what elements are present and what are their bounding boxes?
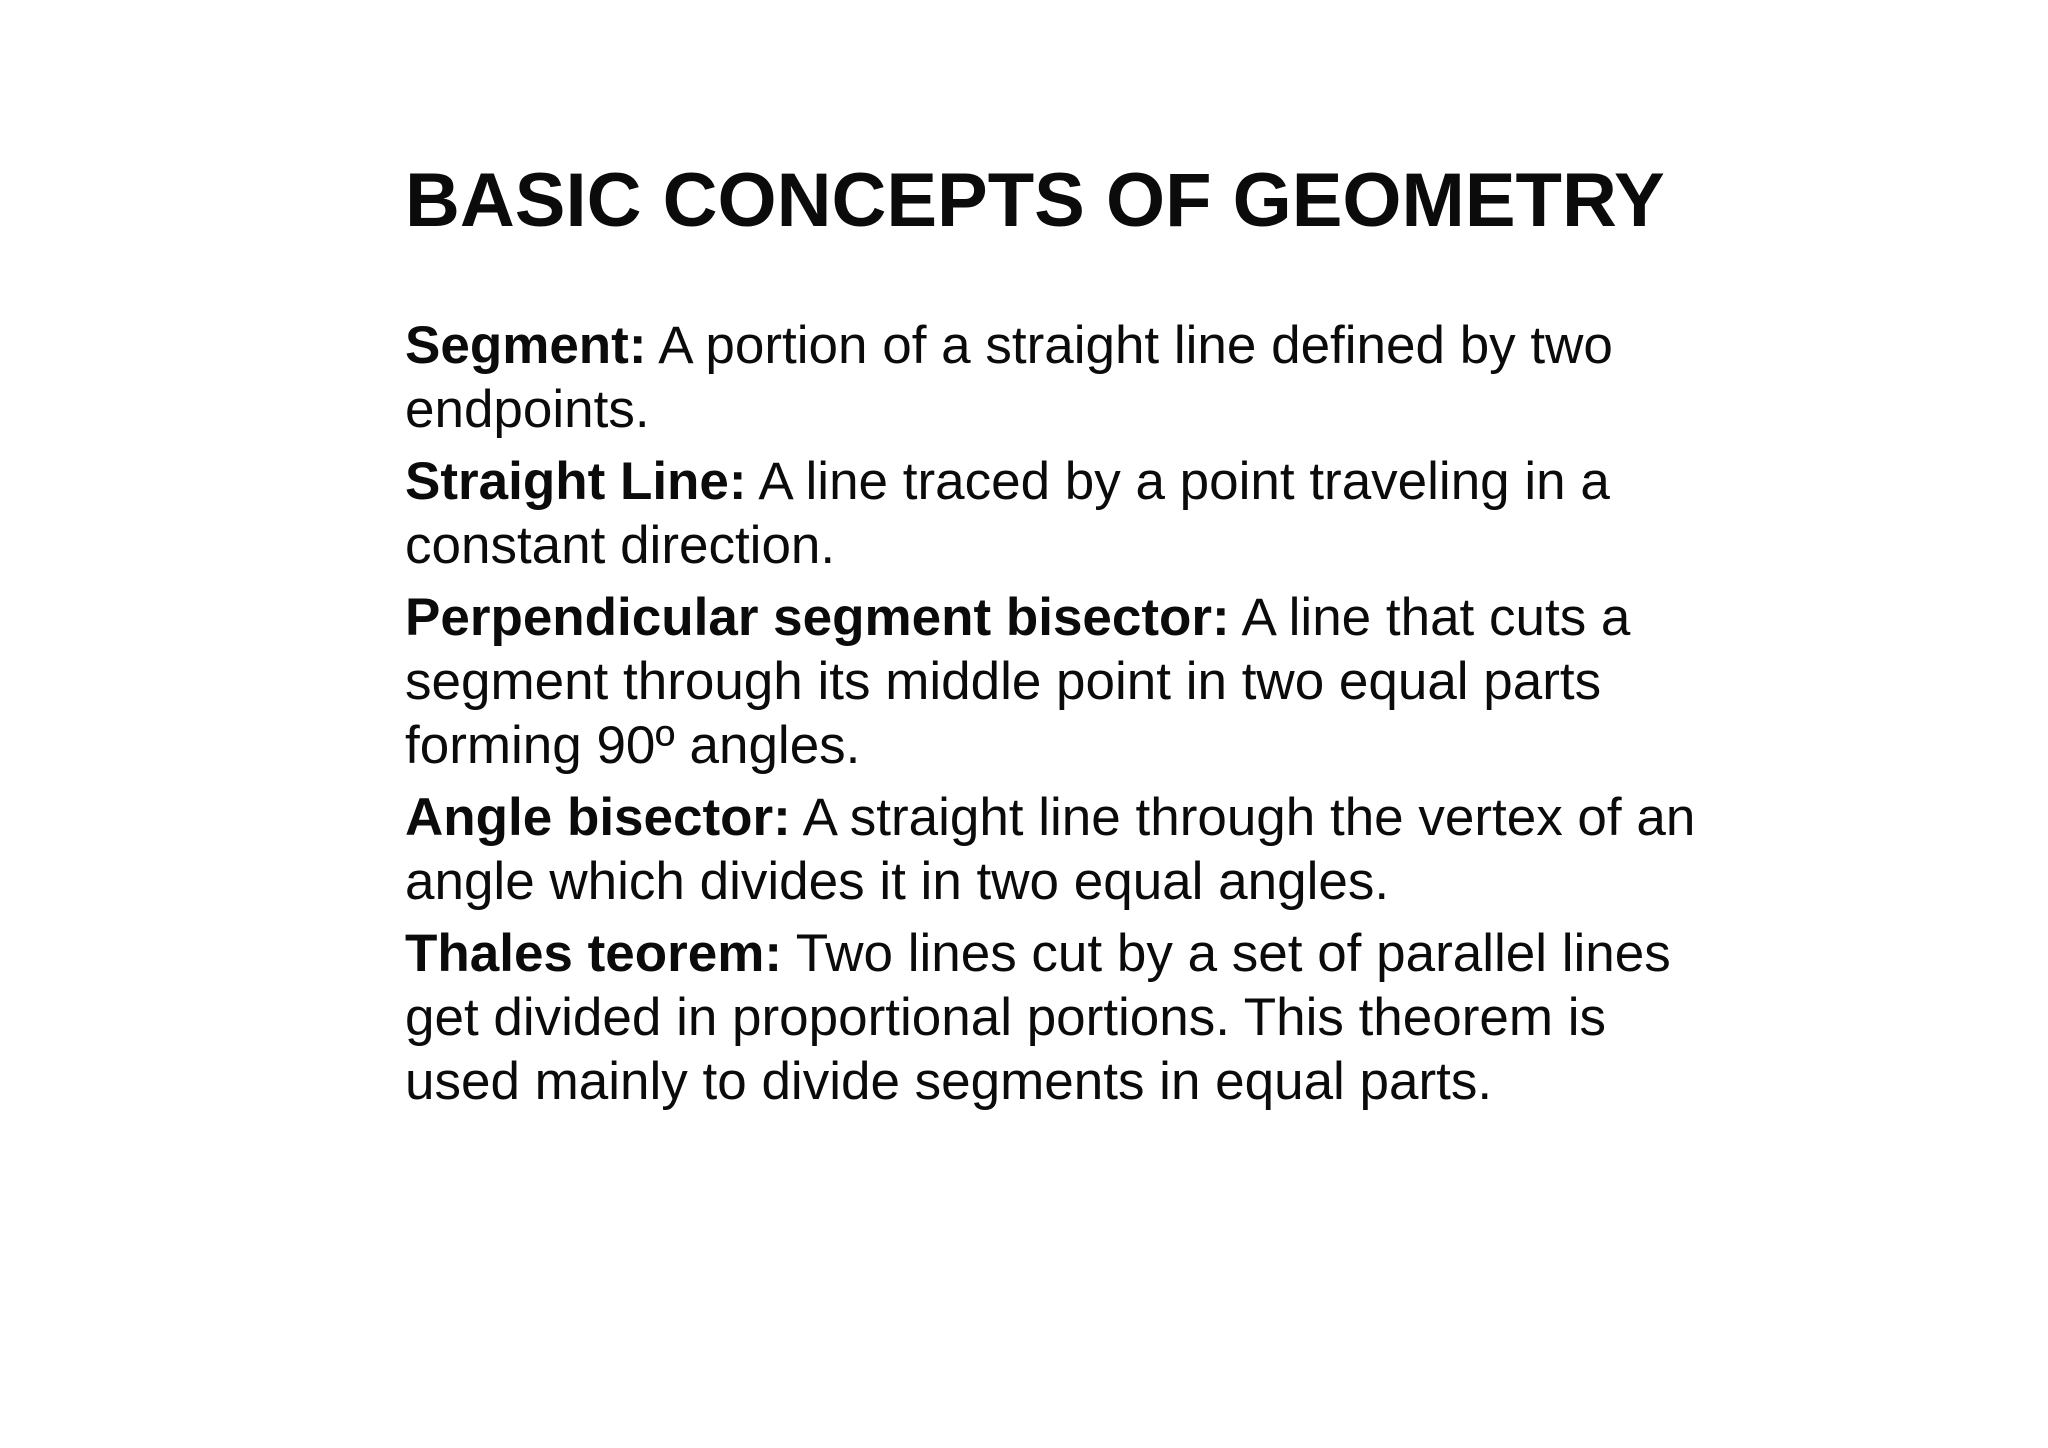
definition-text: A line traced by a point traveling in a constant direction. — [405, 452, 1610, 575]
definition-text: A portion of a straight line defined by two endpoints. — [405, 316, 1613, 439]
definition-term: Segment: — [405, 316, 647, 375]
definition-thales-theorem — [405, 922, 1705, 1114]
definition-segment — [405, 314, 1705, 442]
definition-list — [405, 314, 1705, 1122]
definition-text: Two lines cut by a set of parallel lines get divided in proportional portions. This theorem is used mainly to divide segments in equal parts. — [405, 924, 1671, 1111]
page-title: BASIC CONCEPTS OF GEOMETRY — [405, 158, 1665, 243]
definition-straight-line — [405, 450, 1705, 578]
definition-perpendicular-bisector — [405, 586, 1705, 778]
definition-term: Perpendicular segment bisector: — [405, 588, 1230, 647]
definition-term: Angle bisector: — [405, 788, 791, 847]
definition-term: Thales teorem: — [405, 924, 783, 983]
definition-angle-bisector — [405, 786, 1705, 914]
definition-text: A straight line through the vertex of an angle which divides it in two equal angles. — [405, 788, 1696, 911]
definition-text: A line that cuts a segment through its middle point in two equal parts forming 90º angles. — [405, 588, 1631, 775]
definition-term: Straight Line: — [405, 452, 747, 511]
